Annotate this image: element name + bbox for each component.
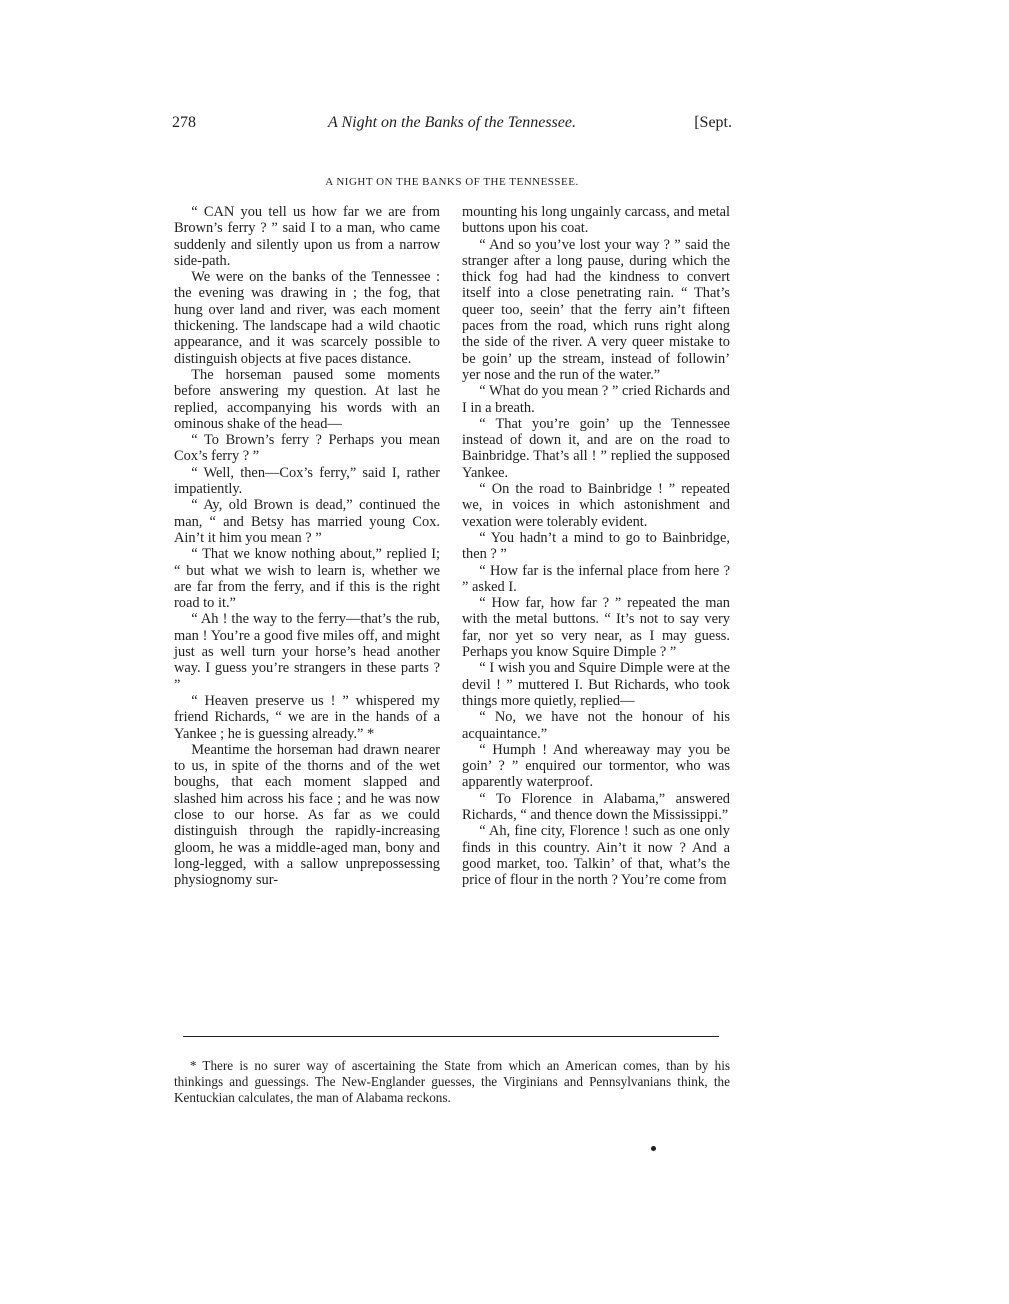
paragraph: “ To Brown’s ferry ? Perhaps you mean Cox’s ferry ? ” xyxy=(174,432,440,465)
paragraph: “ What do you mean ? ” cried Richards and I in a breath. xyxy=(462,383,730,416)
running-title: A Night on the Banks of the Tennessee. xyxy=(328,114,576,131)
paragraph: Meantime the horseman had drawn nearer to us, in spite of the thorns and of the wet boughs, that each moment slapped and slashed him across his face ; and he was now close to our horse. As far as we could distinguish through the rapidly-increasing gloom, he was a middle-aged man, bony and long-legged, with a sallow unprepossessing physiognomy sur- xyxy=(174,741,440,889)
paragraph: We were on the banks of the Tennessee : the evening was drawing in ; the fog, that hung over land and river, was each moment thickening. The landscape had a wild chaotic appearance, and it was scarcely possible to distinguish objects at five paces distance. xyxy=(174,269,440,367)
paragraph: “ Ah ! the way to the ferry—that’s the rub, man ! You’re a good five miles off, and might just as well turn your horse’s head another way. I guess you’re strangers in these parts ? ” xyxy=(174,611,440,693)
footnote-divider xyxy=(183,1036,719,1037)
paragraph: “ CAN you tell us how far we are from Brown’s ferry ? ” said I to a man, who came suddenly and silently upon us from a narrow side-path. xyxy=(174,204,440,269)
right-column xyxy=(462,204,730,888)
paragraph: “ And so you’ve lost your way ? ” said the stranger after a long pause, during which the thick fog had had the kindness to convert itself into a close penetrating rain. “ That’s queer too, seein’ that the ferry ain’t fifteen paces from the road, which runs right along the side of the river. A very queer mistake to be goin’ up the stream, instead of followin’ yer nose and the run of the water.” xyxy=(462,236,730,383)
running-head xyxy=(172,114,732,138)
paragraph: “ How far is the infernal place from here ? ” asked I. xyxy=(462,562,730,595)
paragraph: “ To Florence in Alabama,” answered Richards, “ and thence down the Mississippi.” xyxy=(462,790,730,823)
paragraph: The horseman paused some moments before answering my question. At last he replied, accompanying his words with an ominous shake of the head— xyxy=(174,366,440,432)
article-title: A NIGHT ON THE BANKS OF THE TENNESSEE. xyxy=(325,176,579,188)
paragraph: “ Well, then—Cox’s ferry,” said I, rather impatiently. xyxy=(174,464,440,498)
paragraph: “ That we know nothing about,” replied I; “ but what we wish to learn is, whether we are far from the ferry, and if this is the right road to it.” xyxy=(174,546,440,612)
paragraph: “ Ah, fine city, Florence ! such as one only finds in this country. Ain’t it now ? And a good market, too. Talkin’ of that, what’s the price of flour in the north ? You’re come from xyxy=(462,823,730,889)
ink-speck xyxy=(651,1146,656,1151)
paragraph: “ Heaven preserve us ! ” whispered my friend Richards, “ we are in the hands of a Yankee ; he is guessing already.” * xyxy=(174,692,440,742)
paragraph: “ That you’re goin’ up the Tennessee instead of down it, and are on the road to Bainbridge. That’s all ! ” replied the supposed Yankee. xyxy=(462,415,730,481)
paragraph-continuation: mounting his long ungainly carcass, and metal buttons upon his coat. xyxy=(462,204,730,237)
page-number: 278 xyxy=(172,114,196,131)
paragraph: “ I wish you and Squire Dimple were at the devil ! ” muttered I. But Richards, who took things more quietly, replied— xyxy=(462,660,730,709)
issue-month: [Sept. xyxy=(694,114,732,131)
footnote: * There is no surer way of ascertaining the State from which an American comes, than by his thinkings and guessings. The New-Englander guesses, the Virginians and Pennsylvanians think, the Kentuckian calculates, the man of Alabama reckons. xyxy=(174,1058,730,1105)
left-column xyxy=(174,204,440,888)
paragraph: “ Ay, old Brown is dead,” continued the man, “ and Betsy has married young Cox. Ain’t it him you mean ? ” xyxy=(174,497,440,546)
paragraph: “ No, we have not the honour of his acquaintance.” xyxy=(462,709,730,742)
paragraph: “ On the road to Bainbridge ! ” repeated we, in voices in which astonishment and vexation were tolerably evident. xyxy=(462,481,730,530)
paragraph: “ You hadn’t a mind to go to Bainbridge, then ? ” xyxy=(462,529,730,563)
paragraph: “ Humph ! And whereaway may you be goin’ ? ” enquired our tormentor, who was apparently waterproof. xyxy=(462,741,730,791)
paragraph: “ How far, how far ? ” repeated the man with the metal buttons. “ It’s not to say very far, nor yet so very near, as I may guess. Perhaps you know Squire Dimple ? ” xyxy=(462,595,730,661)
